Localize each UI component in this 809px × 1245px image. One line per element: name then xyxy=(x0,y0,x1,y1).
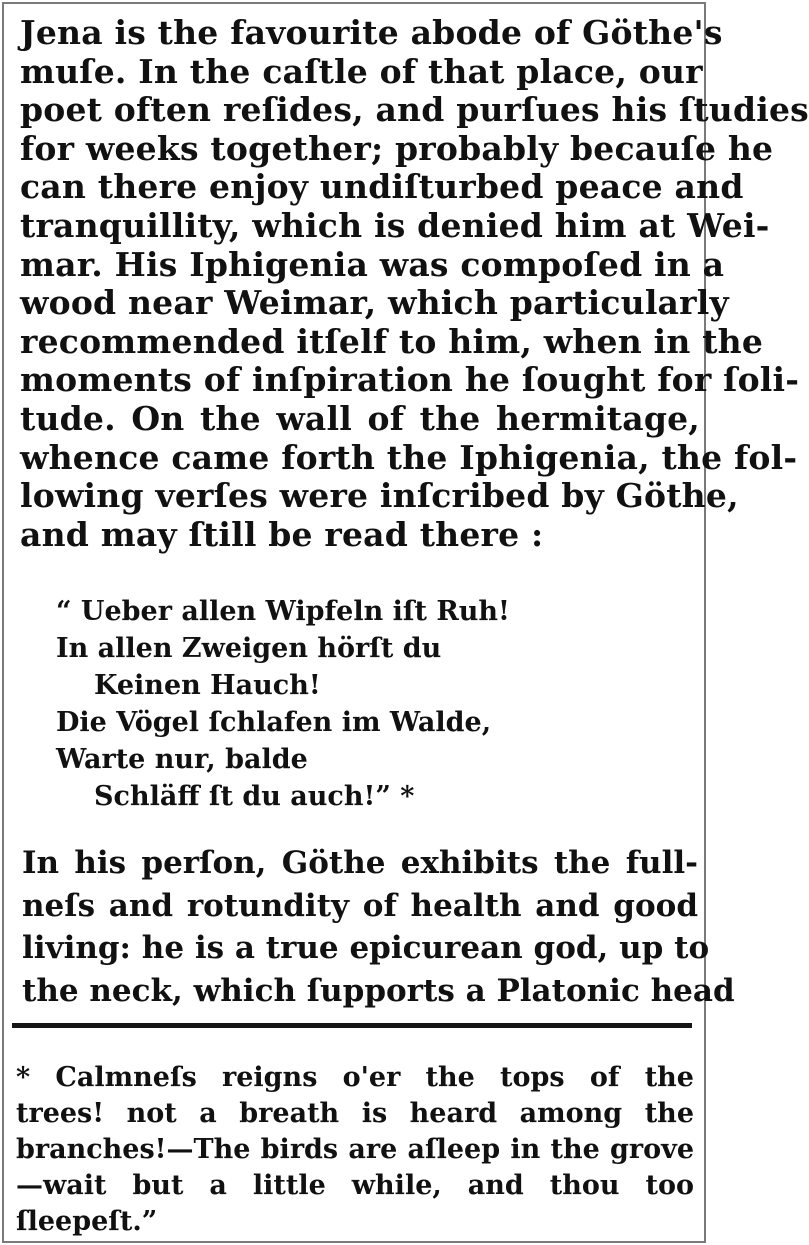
footnote-line-2: trees! not a breath is heard among the xyxy=(16,1098,694,1129)
footnote xyxy=(16,1060,694,1240)
verse-line-3: Keinen Hauch! xyxy=(94,670,321,701)
main-line-9: recommended itſelf to him, when in the xyxy=(20,321,764,361)
main-line-11: tude. On the wall of the hermitage, xyxy=(20,398,700,438)
continuation-line-4: the neck, which ſupports a Platonic head xyxy=(22,972,735,1009)
verse-line-5: Warte nur, balde xyxy=(56,744,308,775)
footnote-line-1: * Calmneſs reigns o'er the tops of the xyxy=(16,1062,694,1093)
book-page xyxy=(2,2,809,1243)
main-line-12: whence came forth the Iphigenia, the fol- xyxy=(20,437,798,477)
footnote-divider xyxy=(12,1023,692,1028)
footnote-line-4: —wait but a little while, and thou too xyxy=(16,1170,694,1201)
footnote-line-5: ſleepeſt.” xyxy=(16,1206,158,1237)
main-line-3: poet often reſides, and purſues his ſtudies xyxy=(20,90,809,130)
main-line-14: and may ſtill be read there : xyxy=(20,514,544,554)
verse-line-4: Die Vögel ſchlafen im Walde, xyxy=(56,707,492,738)
footnote-line-3: branches!—The birds are aſleep in the grove xyxy=(16,1134,694,1165)
continuation-line-2: neſs and rotundity of health and good xyxy=(22,887,698,924)
main-line-6: tranquillity, which is denied him at Wei- xyxy=(20,205,770,245)
poem-verse xyxy=(56,593,656,815)
continuation-paragraph xyxy=(22,842,735,1012)
main-line-8: wood near Weimar, which particularly xyxy=(20,283,729,323)
main-line-2: muſe. In the caſtle of that place, our xyxy=(20,51,703,91)
continuation-line-1: In his perſon, Göthe exhibits the full- xyxy=(22,845,698,881)
main-line-13: lowing verſes were inſcribed by Göthe, xyxy=(20,476,739,516)
main-line-1: Jena is the favourite abode of Göthe's xyxy=(20,13,723,52)
main-line-10: moments of inſpiration he ſought for ſoli- xyxy=(20,360,800,400)
verse-line-6: Schläff ſt du auch!” * xyxy=(94,781,415,812)
continuation-line-3: living: he is a true epicurean god, up to xyxy=(22,930,710,966)
main-line-5: can there enjoy undiſturbed peace and xyxy=(20,167,744,207)
verse-line-1: “ Ueber allen Wipfeln iſt Ruh! xyxy=(56,596,510,627)
verse-line-2: In allen Zweigen hörſt du xyxy=(56,633,442,664)
main-line-4: for weeks together; probably becauſe he xyxy=(20,128,774,168)
main-line-7: mar. His Iphigenia was compoſed in a xyxy=(20,244,725,284)
main-paragraph xyxy=(20,13,809,554)
